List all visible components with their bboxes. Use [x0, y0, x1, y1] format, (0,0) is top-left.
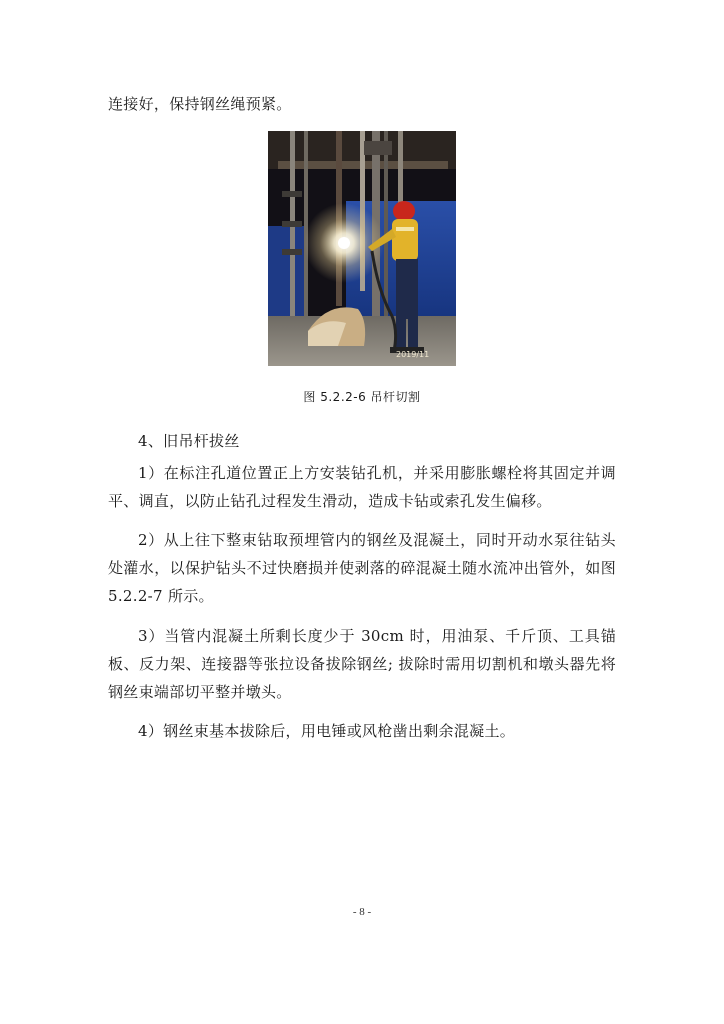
- paragraph-step-4: 4）钢丝束基本拔除后，用电锤或风枪凿出剩余混凝土。: [138, 722, 516, 740]
- paragraph-step-3: 3）当管内混凝土所剩长度少于 30cm 时，用油泵、千斤顶、工具锚板、反力架、连接器等张拉设备拔除钢丝; 拔除时需用切割机和墩头器先将钢丝束端部切平整并墩头。: [108, 627, 616, 701]
- figure-caption: 图 5.2.2-6 吊杆切割: [303, 390, 421, 404]
- photo-timestamp: 2019/11: [396, 350, 430, 359]
- paragraph-step-2: 2）从上往下整束钻取预埋管内的钢丝及混凝土，同时开动水泵往钻头处灌水，以保护钻头不过快磨损并使剥落的碎混凝土随水流冲出管外，如图 5.2.2-7 所示。: [108, 531, 616, 605]
- page-number: - 8 -: [352, 906, 372, 918]
- figure-photo: [268, 131, 456, 366]
- paragraph-step-1: 1）在标注孔道位置正上方安装钻孔机，并采用膨胀螺栓将其固定并调平、调直，以防止钻孔过程发生滑动，造成卡钻或索孔发生偏移。: [108, 464, 616, 510]
- welding-photo-illustration: [268, 131, 456, 366]
- section-heading: 4、旧吊杆拔丝: [138, 432, 240, 450]
- intro-paragraph: 连接好，保持钢丝绳预紧。: [108, 95, 292, 113]
